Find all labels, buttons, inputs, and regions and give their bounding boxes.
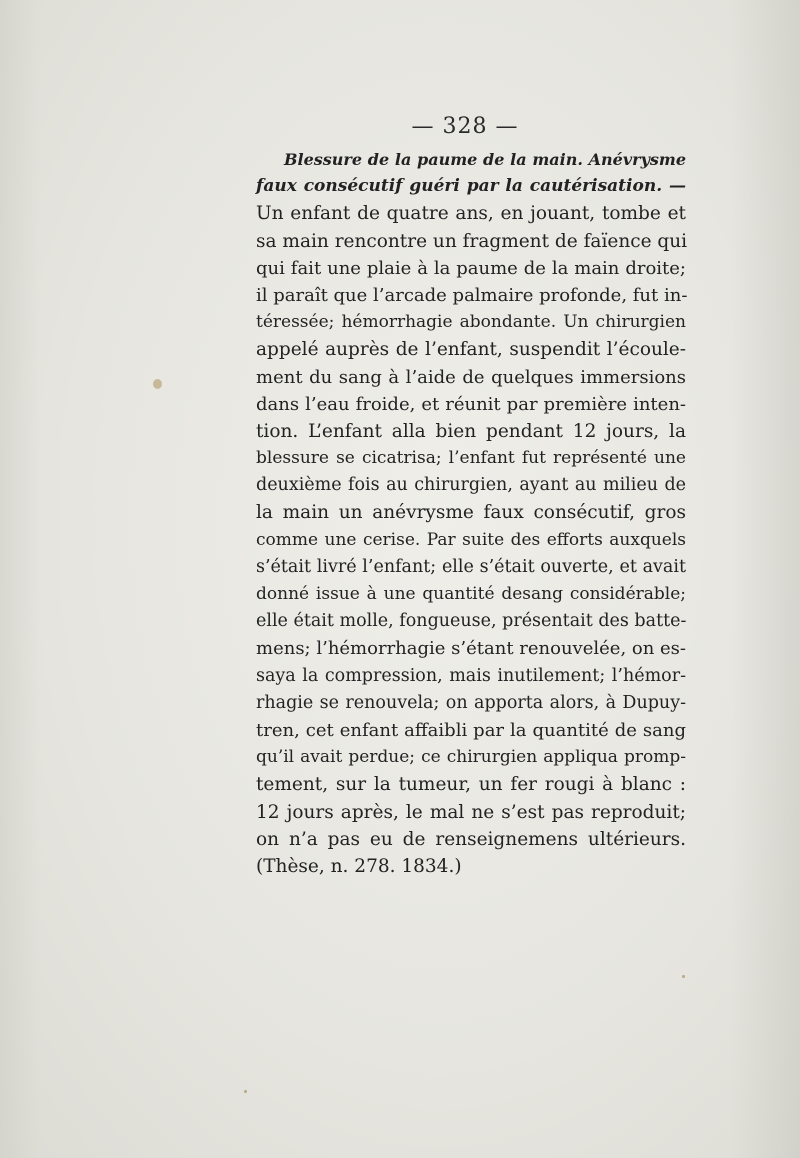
paper-speck <box>682 975 685 978</box>
text-line: blessure se cicatrisa; l’enfant fut représenté une <box>256 448 686 469</box>
text-line: mens; l’hémorrhagie s’étant renouvelée, on es- <box>256 638 687 660</box>
text-line: (Thèse, n. 278. 1834.) <box>256 855 462 877</box>
text-line: il paraît que l’arcade palmaire profonde, fut in- <box>256 284 688 306</box>
text-line: tement, sur la tumeur, un fer rougi à blanc : <box>256 774 686 796</box>
text-line: appelé auprès de l’enfant, suspendit l’écoule- <box>256 339 686 361</box>
text-line: Un enfant de quatre ans, en jouant, tombe et <box>256 203 686 225</box>
text-line: tren, cet enfant affaibli par la quantité de sang <box>256 719 686 741</box>
page-number: — 328 — <box>411 114 519 139</box>
body-text <box>256 146 686 880</box>
text-line: comme une cerise. Par suite des efforts auxquels <box>256 529 686 550</box>
page-shadow-left <box>0 0 40 1158</box>
text-line: rhagie se renouvela; on apporta alors, à Dupuy- <box>256 692 686 713</box>
text-line: donné issue à une quantité desang considérable; <box>256 584 686 604</box>
text-line: sa main rencontre un fragment de faïence qui <box>256 230 688 252</box>
text-line: s’était livré l’enfant; elle s’était ouverte, et avait <box>256 556 686 577</box>
text-line: on n’a pas eu de renseignemens ultérieurs. <box>256 828 686 850</box>
page-shadow-right <box>730 0 800 1158</box>
text-line: elle était molle, fongueuse, présentait des batte- <box>256 611 687 632</box>
text-line: dans l’eau froide, et réunit par première inten- <box>256 393 686 415</box>
paper-speck <box>153 379 162 389</box>
text-line: ment du sang à l’aide de quelques immersions <box>256 366 686 388</box>
text-line: deuxième fois au chirurgien, ayant au milieu de <box>256 475 686 496</box>
text-line: téressée; hémorrhagie abondante. Un chirurgien <box>256 312 686 333</box>
text-line: la main un anévrysme faux consécutif, gros <box>256 502 686 524</box>
text-line: saya la compression, mais inutilement; l’hémor- <box>256 665 686 686</box>
paper-speck <box>244 1090 247 1093</box>
text-line: qu’il avait perdue; ce chirurgien appliqua promp- <box>256 747 686 768</box>
text-line: tion. L’enfant alla bien pendant 12 jours, la <box>256 420 686 442</box>
text-line: qui fait une plaie à la paume de la main droite; <box>256 257 686 279</box>
text-line: Blessure de la paume de la main. Anévrysme <box>284 150 686 169</box>
text-line: 12 jours après, le mal ne s’est pas reproduit; <box>256 801 686 823</box>
text-line: faux consécutif guéri par la cautérisation. — <box>256 176 686 197</box>
